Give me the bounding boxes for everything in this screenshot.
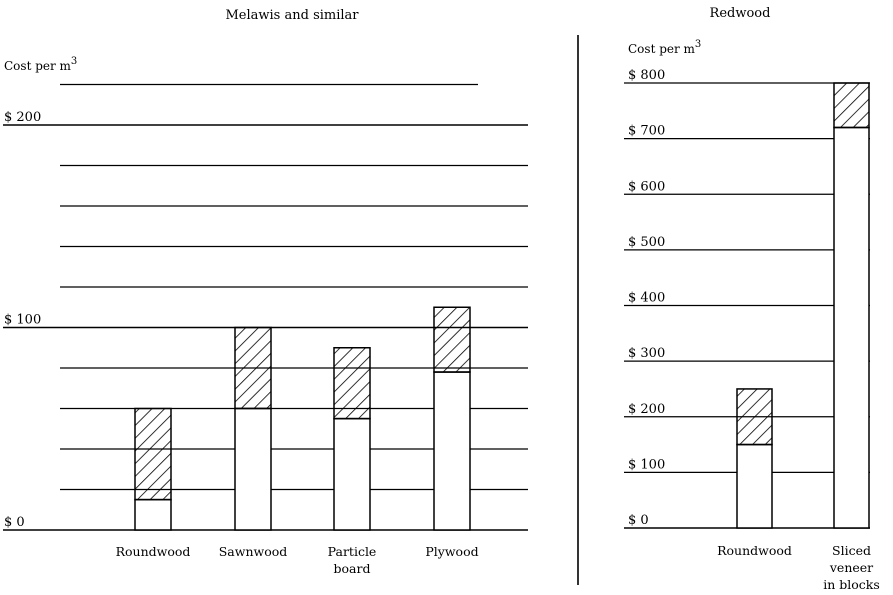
bar-plain-segment: [135, 500, 171, 530]
bar-plain-segment: [834, 128, 869, 529]
bars: [135, 307, 470, 530]
y-tick-labels: [628, 68, 665, 528]
bar-plain-segment: [737, 445, 772, 528]
y-tick-label: $ 200: [628, 401, 666, 417]
y-tick-label: $ 100: [628, 457, 666, 473]
bar-hatched-segment: [434, 307, 470, 372]
chart-panel-melawis: [3, 8, 528, 576]
bar-hatched-segment: [334, 348, 370, 419]
bar-plain-segment: [434, 372, 470, 530]
bar-hatched-segment: [235, 328, 271, 409]
y-tick-label: $ 200: [4, 110, 42, 125]
y-tick-label: $ 700: [628, 123, 666, 139]
y-tick-label: $ 0: [4, 515, 25, 530]
bar-hatched-segment: [135, 409, 171, 500]
x-tick-label: Sliced: [832, 543, 871, 558]
chart-title: Melawis and similar: [225, 8, 359, 23]
y-tick-label: $ 0: [628, 513, 649, 528]
y-tick-label: $ 500: [628, 234, 666, 250]
y-tick-label: $ 800: [628, 68, 666, 83]
x-tick-label: in blocks: [823, 577, 880, 592]
x-tick-label: board: [333, 561, 371, 576]
x-tick-label: Roundwood: [115, 544, 191, 559]
x-tick-label: Roundwood: [717, 543, 792, 558]
y-axis-label: Cost per $m^3$: [628, 39, 702, 56]
y-tick-label: $ 100: [4, 312, 42, 328]
y-axis-label: Cost per $m^3$: [4, 56, 78, 73]
y-tick-label: $ 300: [628, 346, 666, 362]
x-tick-label: Sawnwood: [218, 544, 288, 559]
y-tick-labels: [4, 110, 41, 530]
x-tick-label: Particle: [327, 544, 377, 559]
chart-panel-redwood: [624, 6, 880, 592]
bar-plain-segment: [334, 419, 370, 530]
x-category-labels: [717, 543, 880, 592]
x-tick-label: Plywood: [425, 544, 479, 559]
y-tick-label: $ 400: [628, 290, 666, 306]
x-tick-label: veneer: [829, 560, 874, 575]
bar-hatched-segment: [834, 83, 869, 128]
x-category-labels: [116, 544, 479, 576]
y-tick-label: $ 600: [628, 179, 666, 195]
bar-plain-segment: [235, 409, 271, 531]
chart-title: Redwood: [709, 6, 771, 21]
bar-hatched-segment: [737, 389, 772, 445]
